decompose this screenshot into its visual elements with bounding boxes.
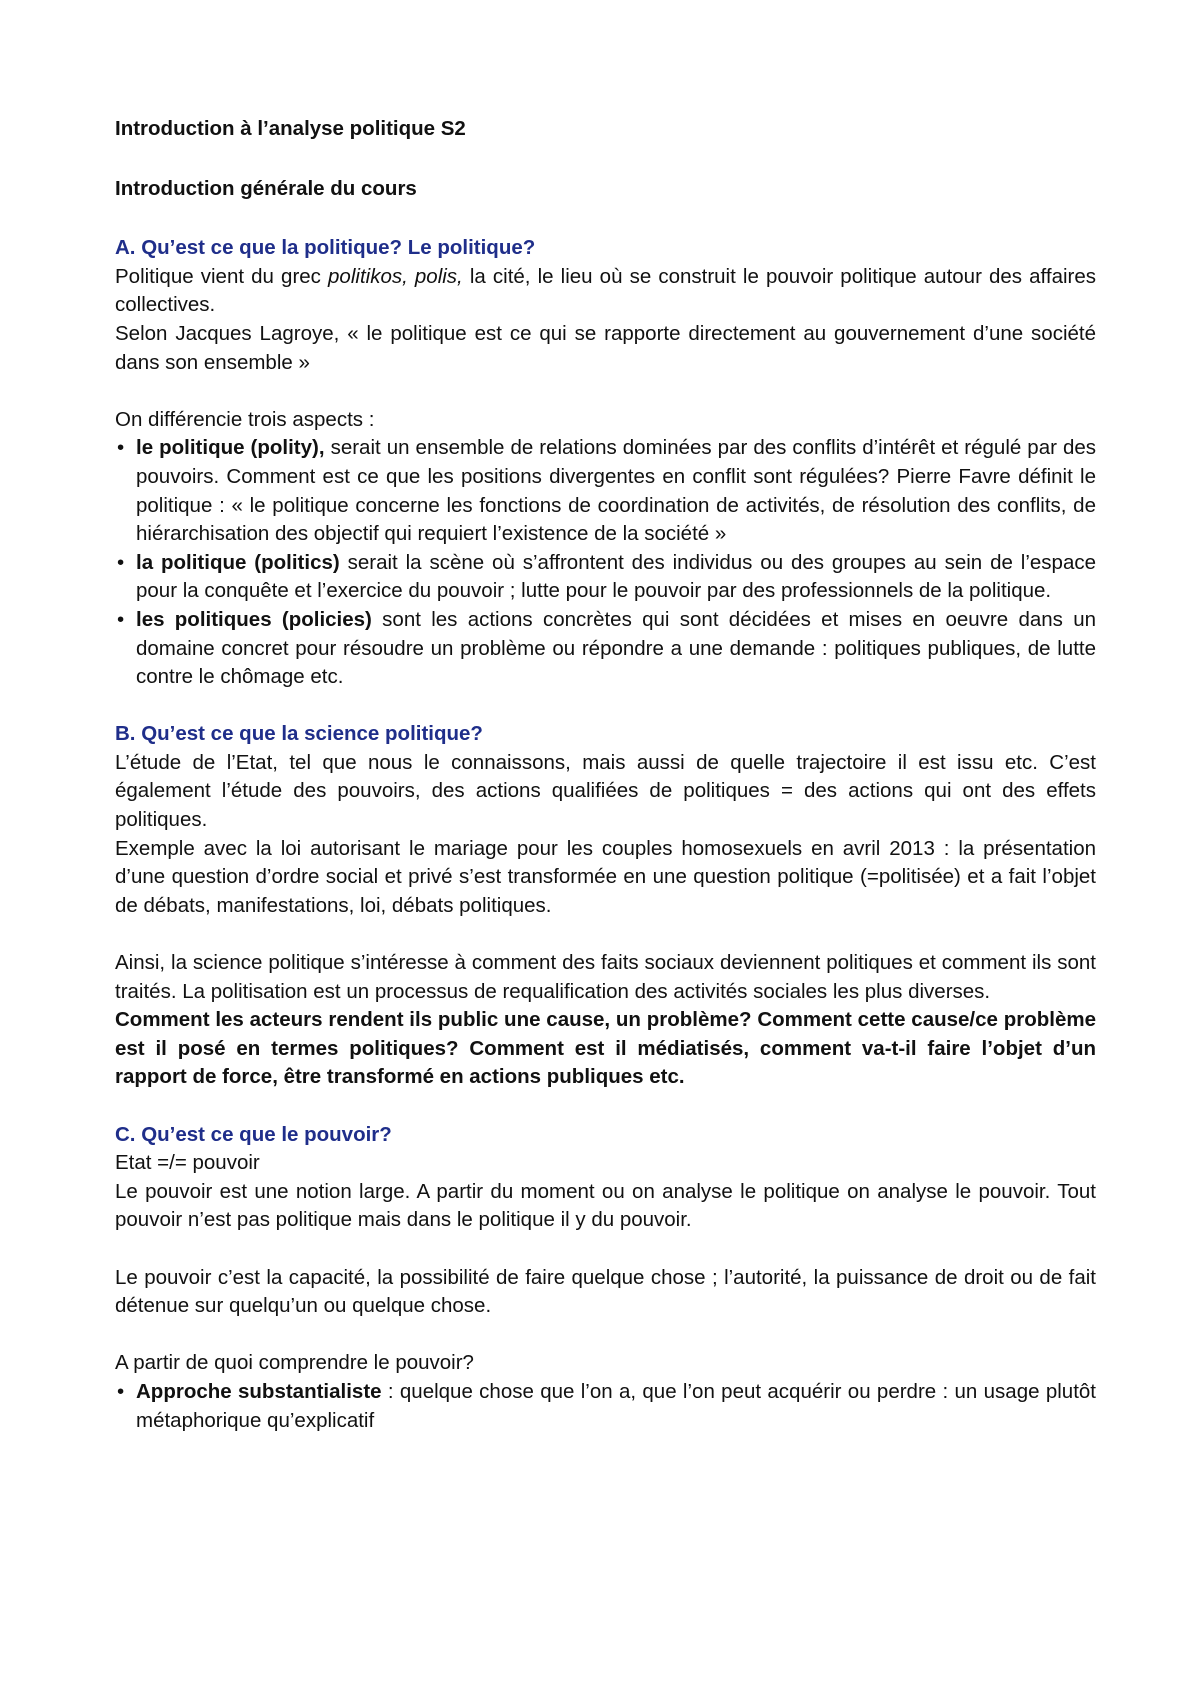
- section-a-intro: On différencie trois aspects :: [115, 407, 375, 431]
- section-b: [115, 720, 1096, 1092]
- section-a-bullet-list: [115, 434, 1096, 691]
- list-item: [115, 549, 1096, 606]
- section-a-heading: A. Qu’est ce que la politique? Le politique?: [115, 236, 536, 260]
- bold-term: la politique (politics): [136, 550, 340, 574]
- spacer: [115, 692, 1096, 721]
- text-span: la cité, le lieu où se construit le pouvoir politique autour des affaires collectives.: [115, 264, 1096, 317]
- text-span: : quelque chose que l’on a, que l’on peut acquérir ou perdre : un usage plutôt métaphorique qu’explicatif: [136, 1379, 1096, 1432]
- spacer: [115, 1235, 1096, 1264]
- section-c-paragraph-1: Le pouvoir est une notion large. A partir du moment ou on analyse le politique on analyse le pouvoir. Tout pouvoir n’est pas politique mais dans le politique il y du pouvoir.: [115, 1179, 1096, 1232]
- section-a: [115, 234, 1096, 692]
- section-c: [115, 1121, 1096, 1436]
- section-c-paragraph-3: A partir de quoi comprendre le pouvoir?: [115, 1351, 474, 1375]
- section-a-paragraph-2: Selon Jacques Lagroye, « le politique est ce qui se rapporte directement au gouvernement d’une société dans son ensemble »: [115, 321, 1096, 374]
- spacer: [115, 1321, 1096, 1350]
- list-item: [115, 434, 1096, 548]
- list-item: [115, 606, 1096, 692]
- document-title: Introduction à l’analyse politique S2: [115, 117, 466, 140]
- text-span: sont les actions concrètes qui sont décidées et mises en oeuvre dans un domaine concret pour résoudre un problème ou répondre a une demande : politiques publiques, de lutte contre le chômage etc.: [136, 607, 1096, 689]
- document-subtitle: Introduction générale du cours: [115, 176, 417, 200]
- italic-term: politikos, polis,: [328, 264, 463, 288]
- bold-term: les politiques (policies): [136, 607, 372, 631]
- text-span: Politique vient du grec: [115, 264, 329, 288]
- spacer: [115, 1092, 1096, 1121]
- text-span: serait la scène où s’affrontent des individus ou des groupes au sein de l’espace pour la conquête et l’exercice du pouvoir ; lutte pour le pouvoir par des professionnels de la politique.: [136, 550, 1096, 603]
- list-item: [115, 1378, 1096, 1435]
- spacer: [115, 377, 1096, 406]
- spacer: [115, 920, 1096, 949]
- section-b-paragraph-2: Exemple avec la loi autorisant le mariage pour les couples homosexuels en avril 2013 : la présentation d’une question d’ordre social et privé s’est transformée en une question politique (=politisée) et a fait l’objet de débats, manifestations, loi, débats politiques.: [115, 836, 1096, 917]
- section-c-bullet-list: [115, 1378, 1096, 1435]
- text-span: serait un ensemble de relations dominées par des conflits d’intérêt et régulé par des pouvoirs. Comment est ce que les positions divergentes en conflit sont régulées? Pierre Favre définit le politique : « le politique concerne les fonctions de coordination de activités, de résolution des conflits, de hiérarchisation des objectif qui requiert l’existence de la société »: [136, 436, 1096, 546]
- section-c-line-1: Etat =/= pouvoir: [115, 1151, 260, 1175]
- section-a-paragraph-1: [115, 263, 1096, 320]
- section-b-paragraph-3: Ainsi, la science politique s’intéresse à comment des faits sociaux deviennent politiques et comment ils sont traités. La politisation est un processus de requalification des activités sociales les plus diverses.: [115, 951, 1096, 1003]
- section-c-paragraph-2: Le pouvoir c’est la capacité, la possibilité de faire quelque chose ; l’autorité, la puissance de droit ou de fait détenue sur quelqu’un ou quelque chose.: [115, 1265, 1096, 1318]
- section-b-paragraph-1: L’étude de l’Etat, tel que nous le connaissons, mais aussi de quelle trajectoire il est issu etc. C’est également l’étude des pouvoirs, des actions qualifiées de politiques = des actions qui ont des effets politiques.: [115, 750, 1096, 832]
- section-b-bold-paragraph: Comment les acteurs rendent ils public une cause, un problème? Comment cette cause/ce problème est il posé en termes politiques? Comment est il médiatisés, comment va-t-il faire l’objet d’un rapport de force, être transformé en actions publiques etc.: [115, 1008, 1096, 1089]
- section-b-heading: B. Qu’est ce que la science politique?: [115, 722, 483, 746]
- section-c-heading: C. Qu’est ce que le pouvoir?: [115, 1122, 392, 1146]
- bold-term: Approche substantialiste: [136, 1379, 382, 1403]
- bold-term: le politique (polity),: [136, 436, 325, 460]
